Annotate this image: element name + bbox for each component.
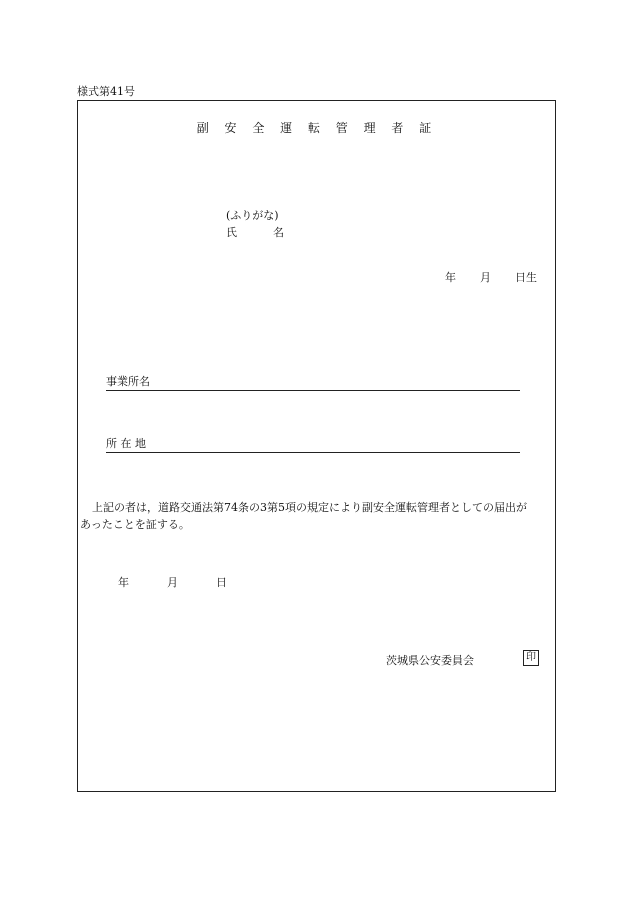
office-name-field[interactable] [106,376,520,391]
issue-date [118,577,227,588]
issue-year-label: 年 [118,576,129,589]
birth-day-label: 日生 [515,271,537,284]
location-field[interactable] [106,438,520,453]
statement-line-2: あったことを証する。 [80,518,190,531]
name-label [226,227,284,238]
seal-mark: 印 [523,650,539,666]
statement-line-1: 上記の者は，道路交通法第74条の3第5項の規定により副安全運転管理者としての届出が [92,501,527,514]
name-label-char-1: 氏 [226,226,237,239]
certification-statement [80,499,554,533]
birth-year-label: 年 [445,271,456,284]
name-label-char-2: 名 [273,226,284,239]
birth-date [445,272,537,283]
issue-month-label: 月 [167,576,178,589]
location-label: 所 在 地 [106,437,146,450]
furigana-label: (ふりがな) [226,209,279,222]
birth-month-label: 月 [480,271,491,284]
document-title: 副 安 全 運 転 管 理 者 証 [196,121,438,135]
issue-day-label: 日 [216,576,227,589]
form-number: 様式第41号 [77,85,135,98]
issuer-name: 茨城県公安委員会 [386,654,474,667]
office-name-label: 事業所名 [106,375,150,388]
